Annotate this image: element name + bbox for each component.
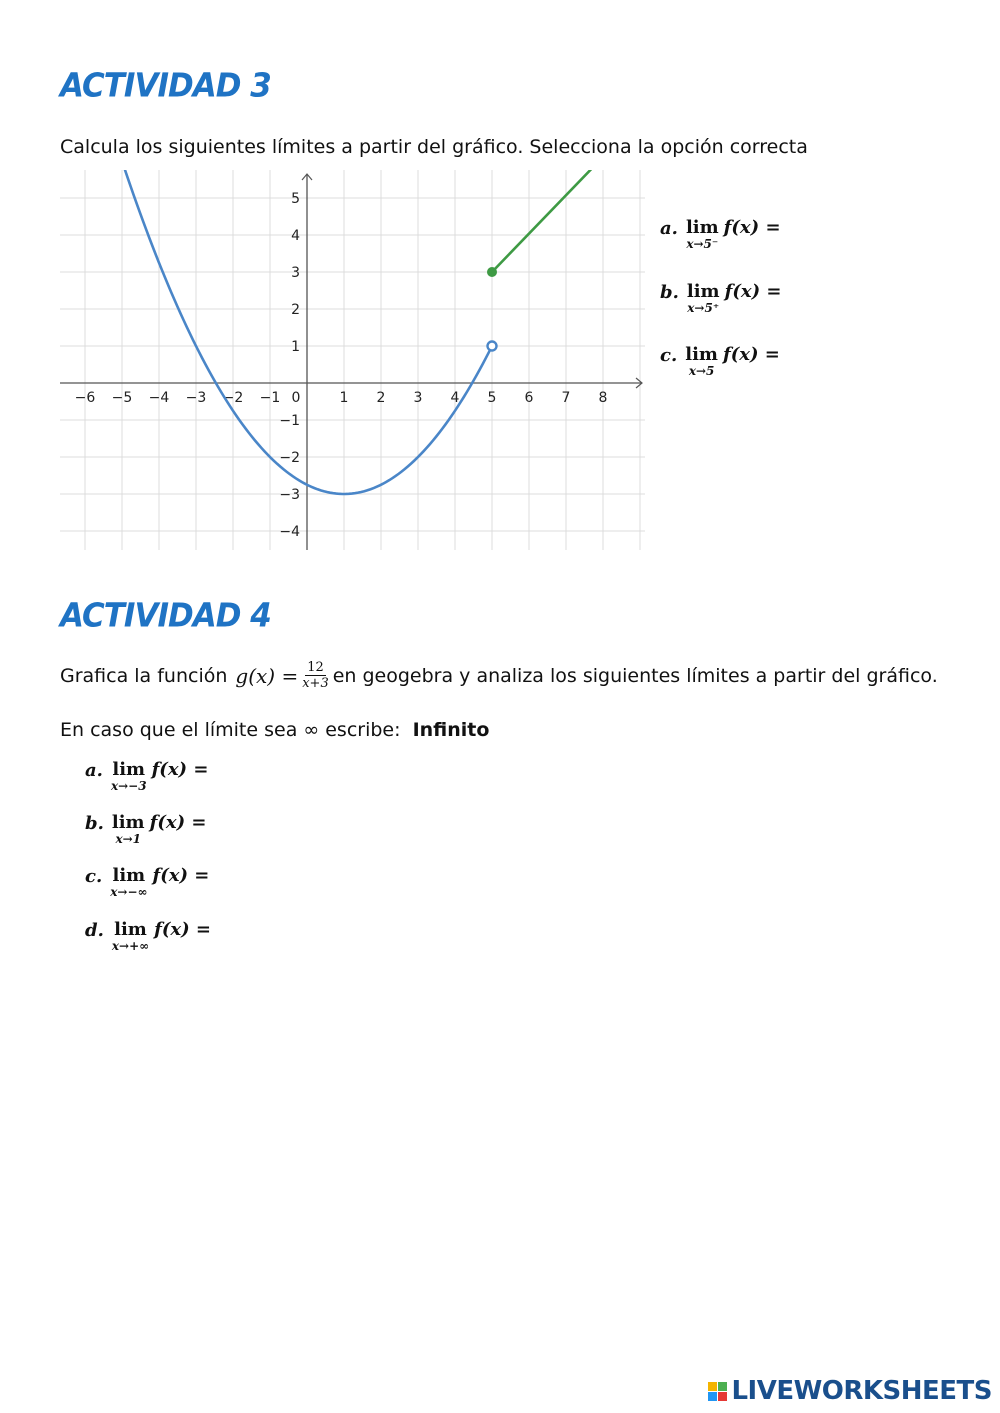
- x-tick-label: 5: [487, 390, 497, 406]
- fraction-denominator: x+3: [302, 676, 329, 691]
- item-expression: f(x) =: [154, 919, 211, 940]
- activity3-item-b[interactable]: [660, 282, 781, 314]
- item-letter: b.: [85, 813, 104, 834]
- item-expression: f(x) =: [152, 865, 210, 886]
- series-line-2: [492, 170, 592, 272]
- item-letter: a.: [85, 760, 103, 781]
- logo-badge-icon: [708, 1382, 727, 1401]
- series-line-1: [118, 170, 492, 494]
- item-letter: a.: [660, 218, 678, 239]
- line2-before: En caso que el límite sea ∞ escribe:: [60, 719, 401, 741]
- x-tick-label: −5: [111, 390, 133, 406]
- lim-word: lim: [686, 281, 720, 302]
- lim-subscript: x→−∞: [110, 885, 148, 899]
- lim-subscript: x→−3: [110, 779, 147, 793]
- x-tick-label: −3: [185, 390, 207, 406]
- activity4-item-c[interactable]: [85, 866, 209, 898]
- x-tick-label: 2: [376, 390, 386, 406]
- item-expression: f(x) =: [724, 281, 782, 302]
- tick-labels: [75, 191, 608, 540]
- y-tick-label: 3: [291, 265, 300, 281]
- item-letter: d.: [85, 920, 104, 941]
- lim-subscript: x→1: [115, 832, 141, 846]
- line1-before: Grafica la función: [60, 664, 228, 687]
- lim-word: lim: [111, 812, 145, 833]
- lim-word: lim: [685, 217, 719, 238]
- function-name: g(x) =: [235, 663, 299, 688]
- activity4-line2: [60, 719, 489, 741]
- activity3-item-c[interactable]: [660, 345, 780, 377]
- activity4-item-d[interactable]: [85, 920, 211, 952]
- x-tick-label: 6: [524, 390, 534, 406]
- fraction-numerator: 12: [307, 660, 324, 675]
- y-tick-label: 5: [291, 191, 300, 207]
- lim-word: lim: [112, 759, 146, 780]
- logo-text: LIVEWORKSHEETS: [731, 1376, 992, 1406]
- activity3-item-a[interactable]: [660, 218, 781, 250]
- lim-subscript: x→5⁺: [687, 301, 720, 315]
- y-tick-label: −1: [279, 413, 300, 429]
- line2-bold: Infinito: [412, 719, 490, 741]
- closed-point: [488, 268, 497, 277]
- y-tick-label: −3: [279, 487, 300, 503]
- liveworksheets-logo: [708, 1376, 992, 1406]
- y-tick-label: −2: [279, 450, 300, 466]
- x-tick-label: 7: [561, 390, 571, 406]
- x-tick-label: 3: [413, 390, 423, 406]
- activity4-item-b[interactable]: [85, 813, 206, 845]
- lim-subscript: x→+∞: [111, 939, 150, 953]
- x-tick-label: 4: [450, 390, 460, 406]
- x-tick-label: −6: [74, 390, 96, 406]
- function-graph: [60, 170, 645, 550]
- x-tick-label: 8: [598, 390, 608, 406]
- line1-after: en geogebra y analiza los siguientes límites a partir del gráfico.: [332, 664, 938, 687]
- open-point: [488, 342, 497, 351]
- lim-word: lim: [112, 865, 146, 886]
- item-expression: f(x) =: [149, 812, 207, 833]
- lim-subscript: x→5: [688, 364, 715, 378]
- lim-word: lim: [114, 919, 147, 940]
- lim-subscript: x→5⁻: [686, 237, 719, 251]
- item-expression: f(x) =: [723, 217, 781, 238]
- lim-word: lim: [685, 344, 718, 365]
- activity3-title: ACTIVIDAD 3: [60, 67, 271, 105]
- x-tick-label: 1: [339, 390, 349, 406]
- item-letter: b.: [660, 282, 679, 303]
- activity3-instruction: Calcula los siguientes límites a partir del gráfico. Selecciona la opción correcta: [60, 136, 808, 158]
- item-letter: c.: [660, 345, 678, 366]
- x-tick-label: −4: [148, 390, 170, 406]
- y-tick-label: 1: [291, 339, 300, 355]
- y-tick-label: 2: [291, 302, 300, 318]
- series: [118, 170, 592, 494]
- y-tick-label: 4: [291, 228, 300, 244]
- activity4-title: ACTIVIDAD 4: [60, 597, 271, 635]
- item-expression: f(x) =: [151, 759, 209, 780]
- activity4-line1: [60, 660, 938, 691]
- y-tick-label: −4: [279, 524, 300, 540]
- x-tick-label: −2: [222, 390, 244, 406]
- function-fraction: [302, 660, 329, 691]
- activity4-item-a[interactable]: [85, 760, 208, 792]
- item-letter: c.: [85, 866, 103, 887]
- x-tick-label: 0: [291, 390, 301, 406]
- x-tick-label: −1: [259, 390, 281, 406]
- item-expression: f(x) =: [722, 344, 780, 365]
